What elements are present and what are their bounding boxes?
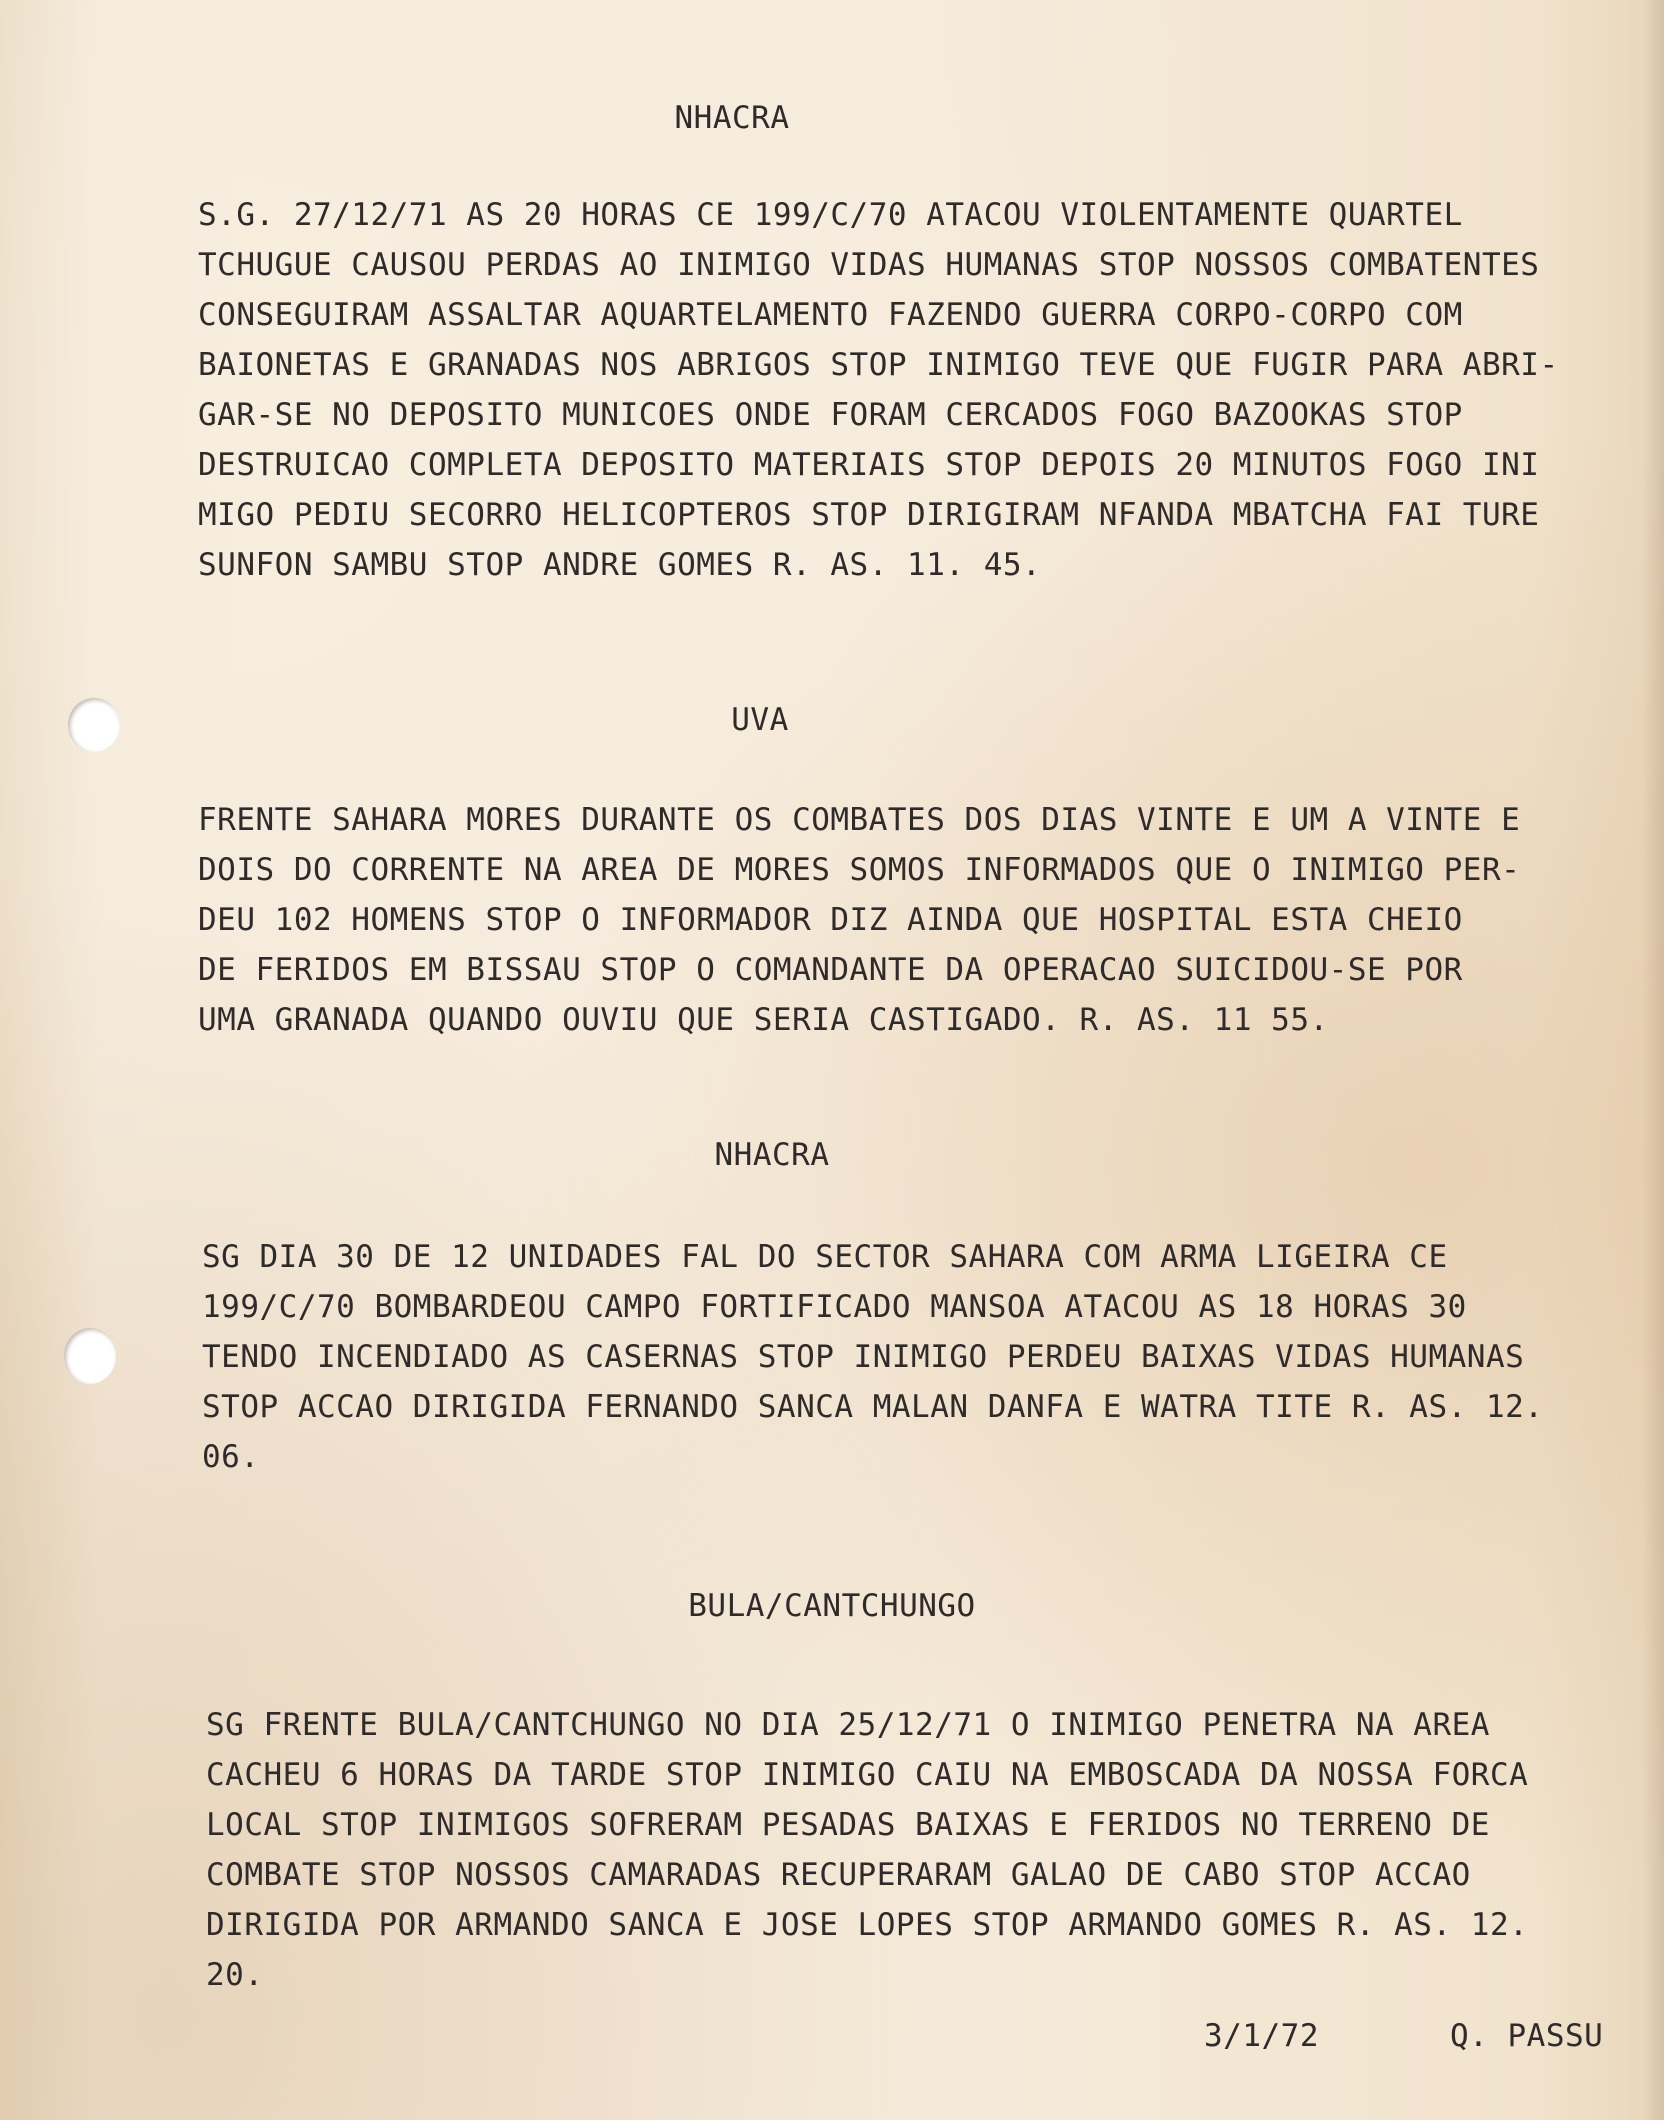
text-line: UMA GRANADA QUANDO OUVIU QUE SERIA CASTIGADO. R. AS. 11 55.	[198, 1002, 1329, 1038]
section-heading: BULA/CANTCHUNGO	[688, 1588, 976, 1624]
section-heading: UVA	[731, 702, 789, 738]
footer-signature: Q. PASSU	[1450, 2018, 1604, 2054]
section-heading: NHACRA	[674, 100, 790, 136]
text-line: CACHEU 6 HORAS DA TARDE STOP INIMIGO CAIU NA EMBOSCADA DA NOSSA FORCA	[206, 1757, 1529, 1793]
text-line: COMBATE STOP NOSSOS CAMARADAS RECUPERARAM GALAO DE CABO STOP ACCAO	[206, 1857, 1471, 1893]
section-body	[206, 1700, 1646, 2000]
section-body	[202, 1232, 1642, 1482]
text-line: DESTRUICAO COMPLETA DEPOSITO MATERIAIS STOP DEPOIS 20 MINUTOS FOGO INI	[198, 447, 1540, 483]
text-line: SG FRENTE BULA/CANTCHUNGO NO DIA 25/12/71 O INIMIGO PENETRA NA AREA	[206, 1707, 1490, 1743]
text-line: SG DIA 30 DE 12 UNIDADES FAL DO SECTOR SAHARA COM ARMA LIGEIRA CE	[202, 1239, 1448, 1275]
text-line: GAR-SE NO DEPOSITO MUNICOES ONDE FORAM CERCADOS FOGO BAZOOKAS STOP	[198, 397, 1463, 433]
text-line: MIGO PEDIU SECORRO HELICOPTEROS STOP DIRIGIRAM NFANDA MBATCHA FAI TURE	[198, 497, 1540, 533]
text-line: SUNFON SAMBU STOP ANDRE GOMES R. AS. 11. 45.	[198, 547, 1042, 583]
text-line: FRENTE SAHARA MORES DURANTE OS COMBATES DOS DIAS VINTE E UM A VINTE E	[198, 802, 1521, 838]
text-line: 06.	[202, 1439, 260, 1475]
text-line: S.G. 27/12/71 AS 20 HORAS CE 199/C/70 ATACOU VIOLENTAMENTE QUARTEL	[198, 197, 1463, 233]
text-line: 20.	[206, 1957, 264, 1993]
text-line: 199/C/70 BOMBARDEOU CAMPO FORTIFICADO MANSOA ATACOU AS 18 HORAS 30	[202, 1289, 1467, 1325]
section-body	[198, 795, 1638, 1045]
section-body	[198, 190, 1638, 590]
text-line: DIRIGIDA POR ARMANDO SANCA E JOSE LOPES STOP ARMANDO GOMES R. AS. 12.	[206, 1907, 1529, 1943]
text-line: TENDO INCENDIADO AS CASERNAS STOP INIMIGO PERDEU BAIXAS VIDAS HUMANAS	[202, 1339, 1525, 1375]
text-line: LOCAL STOP INIMIGOS SOFRERAM PESADAS BAIXAS E FERIDOS NO TERRENO DE	[206, 1807, 1490, 1843]
text-line: DEU 102 HOMENS STOP O INFORMADOR DIZ AINDA QUE HOSPITAL ESTA CHEIO	[198, 902, 1463, 938]
text-line: TCHUGUE CAUSOU PERDAS AO INIMIGO VIDAS HUMANAS STOP NOSSOS COMBATENTES	[198, 247, 1540, 283]
text-line: DOIS DO CORRENTE NA AREA DE MORES SOMOS INFORMADOS QUE O INIMIGO PER-	[198, 852, 1521, 888]
text-line: BAIONETAS E GRANADAS NOS ABRIGOS STOP INIMIGO TEVE QUE FUGIR PARA ABRI-	[198, 347, 1559, 383]
text-line: CONSEGUIRAM ASSALTAR AQUARTELAMENTO FAZENDO GUERRA CORPO-CORPO COM	[198, 297, 1463, 333]
footer-date: 3/1/72	[1204, 2018, 1319, 2054]
section-heading: NHACRA	[714, 1137, 830, 1173]
punch-hole-bottom	[64, 1328, 116, 1384]
text-line: DE FERIDOS EM BISSAU STOP O COMANDANTE DA OPERACAO SUICIDOU-SE POR	[198, 952, 1463, 988]
text-line: STOP ACCAO DIRIGIDA FERNANDO SANCA MALAN DANFA E WATRA TITE R. AS. 12.	[202, 1389, 1544, 1425]
